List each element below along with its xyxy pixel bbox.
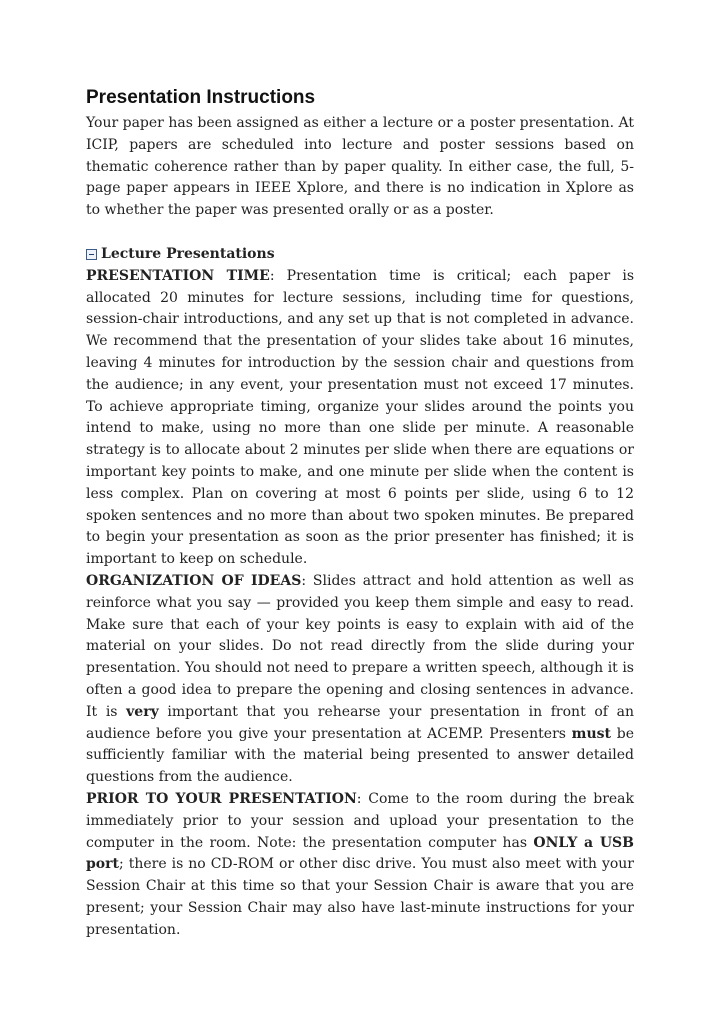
presentation-time-paragraph [86, 266, 634, 571]
presentation-time-label: PRESENTATION TIME [86, 267, 270, 284]
document-content [86, 86, 634, 941]
emphasis-very: very [126, 703, 159, 720]
emphasis-usb-port: ONLY a USB port [86, 834, 634, 873]
section-heading-lecture[interactable] [86, 244, 634, 266]
organization-ideas-paragraph [86, 571, 634, 789]
presentation-time-text: : Presentation time is critical; each paper is allocated 20 minutes for lecture sessions, including time for questions, session-chair introductions, and any set up that is not completed in advance. We recommend that the presentation of your slides take about 16 minutes, leaving 4 minutes for introduction by the session chair and questions from the audience; in any event, your presentation must not exceed 17 minutes. To achieve appropriate timing, organize your slides around the points you intend to make, using no more than one slide per minute. A reasonable strategy is to allocate about 2 minutes per slide when there are equations or important key points to make, and one minute per slide when the content is less complex. Plan on covering at most 6 points per slide, using 6 to 12 spoken sentences and no more than about two spoken minutes. Be prepared to begin your presentation as soon as the prior presenter has finished; it is important to keep on schedule. [86, 267, 634, 568]
page-title: Presentation Instructions [86, 87, 316, 108]
emphasis-must: must [571, 725, 612, 742]
section-heading-label: Lecture Presentations [101, 245, 275, 262]
collapse-minus-icon[interactable] [86, 249, 97, 260]
prior-presentation-text-2: ; there is no CD-ROM or other disc drive. You must also meet with your Session Chair at this time so that your Session Chair is aware that you are present; your Session Chair may also have last-minute instructions for your presentation. [86, 856, 634, 938]
prior-presentation-paragraph [86, 789, 634, 942]
organization-ideas-text-2: important that you rehearse your presentation in front of an audience before you give your presentation at ACEMP. Presenters [86, 703, 634, 742]
prior-presentation-label: PRIOR TO YOUR PRESENTATION [86, 790, 357, 807]
organization-ideas-text-3: be sufficiently familiar with the material being presented to answer detailed questions from the audience. [86, 725, 634, 786]
organization-ideas-text-1: : Slides attract and hold attention as well as reinforce what you say — provided you keep them simple and easy to read. Make sure that each of your key points is easy to explain with aid of the material on your slides. Do not read directly from the slide during your presentation. You should not need to prepare a written speech, although it is often a good idea to prepare the opening and closing sentences in advance. It is [86, 572, 634, 720]
intro-paragraph: Your paper has been assigned as either a lecture or a poster presentation. At ICIP, papers are scheduled into lecture and poster sessions based on thematic coherence rather than by paper quality. In either case, the full, 5-page paper appears in IEEE Xplore, and there is no indication in Xplore as to whether the paper was presented orally or as a poster. [86, 115, 634, 219]
prior-presentation-text-1: : Come to the room during the break immediately prior to your session and upload your presentation to the computer in the room. Note: the presentation computer has [86, 790, 634, 851]
organization-ideas-label: ORGANIZATION OF IDEAS [86, 572, 302, 589]
